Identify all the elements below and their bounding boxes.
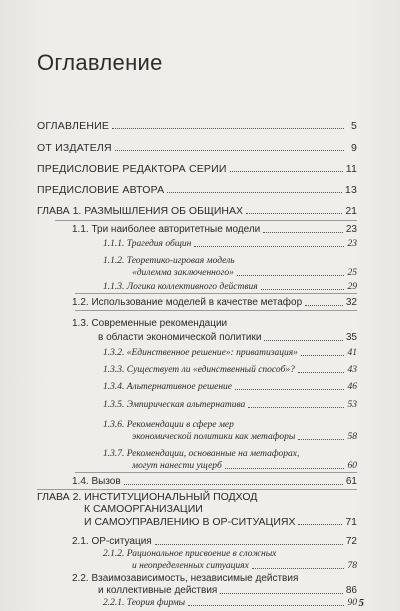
toc-entry-page: 61: [345, 476, 357, 487]
toc-entry-page: 23: [345, 224, 357, 235]
separator-line: [55, 220, 357, 221]
toc-entry-label: 1.3.3. Существует ли «единственный способ»?: [103, 365, 295, 375]
toc-entry-label: ГЛАВА 1. РАЗМЫШЛЕНИЯ ОБ ОБЩИНАХ: [37, 205, 243, 217]
toc-entry-label: 2.2. Взаимозависимость, независимые действия: [72, 573, 299, 584]
toc-subsection-line-1[interactable]: [103, 255, 357, 267]
leader-dots: [112, 128, 344, 129]
toc-entry-label: и коллективные действия: [98, 585, 218, 596]
toc-entry-page: 72: [345, 536, 357, 547]
toc-entry-page: 5: [350, 120, 357, 132]
leader-dots: [220, 593, 343, 594]
toc-section-line-1[interactable]: [72, 318, 357, 330]
toc-entry-page: 86: [345, 585, 357, 596]
toc-subsection[interactable]: [103, 281, 357, 293]
toc-subsection[interactable]: [103, 238, 357, 250]
toc-subsection[interactable]: [103, 347, 357, 359]
toc-section[interactable]: [72, 476, 357, 488]
toc-entry[interactable]: [37, 163, 357, 175]
toc-chapter-2-line-1[interactable]: [37, 491, 357, 503]
toc-entry-label: ПРЕДИСЛОВИЕ АВТОРА: [37, 184, 165, 196]
leader-dots: [235, 389, 344, 390]
toc-entry-label: 1.3.6. Рекомендации в сфере мер: [103, 420, 234, 430]
toc-entry-page: 23: [347, 239, 357, 249]
toc-entry-label: 1.1. Три наиболее авторитетные модели: [72, 224, 261, 235]
toc-entry-page: 32: [345, 297, 357, 308]
toc-entry-label: ОТ ИЗДАТЕЛЯ: [37, 142, 112, 154]
toc-entry-label: 2.1.2. Рациональное присвоение в сложных: [103, 549, 277, 559]
toc-section[interactable]: [72, 224, 357, 236]
leader-dots: [305, 305, 343, 306]
toc-entry-label: 1.1.3. Логика коллективного действия: [103, 282, 258, 292]
toc-entry-label: 2.2.1. Теория фирмы: [103, 598, 186, 608]
toc-subsection[interactable]: [103, 364, 357, 376]
toc-entry-label: 1.3.5. Эмпирическая альтернатива: [103, 400, 246, 410]
leader-dots: [230, 171, 343, 172]
toc-entry-page: 25: [347, 268, 357, 278]
leader-dots: [248, 407, 344, 408]
toc-subsection-line-2[interactable]: [132, 460, 357, 472]
leader-dots: [246, 213, 342, 214]
toc-entry-label: «дилемма заключенного»: [132, 268, 234, 278]
toc-entry-label: экономической политики как метафоры: [132, 432, 296, 442]
toc-subsection[interactable]: [103, 399, 357, 411]
leader-dots: [237, 275, 344, 276]
leader-dots: [263, 232, 343, 233]
toc-entry-label: 1.1.2. Теоретико-игровая модель: [103, 256, 235, 266]
toc-entry-page: 58: [347, 432, 357, 442]
toc-entry-label: и неопределенных ситуациях: [132, 561, 249, 571]
separator-line: [75, 472, 357, 473]
toc-entry[interactable]: [37, 120, 357, 132]
leader-dots: [298, 524, 342, 525]
toc-entry-label: 1.3. Современные рекомендации: [72, 318, 228, 329]
toc-entry-page: 78: [347, 561, 357, 571]
toc-entry-label: 1.3.4. Альтернативное решение: [103, 382, 233, 392]
leader-dots: [124, 484, 343, 485]
separator-line: [75, 293, 357, 294]
toc-section[interactable]: [72, 536, 357, 548]
toc-section-line-1[interactable]: [72, 573, 357, 585]
leader-dots: [115, 150, 344, 151]
toc-subsection-line-1[interactable]: [103, 448, 357, 460]
toc-entry-page: 9: [350, 142, 357, 154]
toc-entry-label: 1.1.1. Трагедия общин: [103, 239, 192, 249]
leader-dots: [264, 340, 342, 341]
toc-entry-page: 46: [347, 382, 357, 392]
toc-entry-page: 29: [347, 282, 357, 292]
toc-entry-page: 21: [345, 205, 357, 217]
separator-line: [37, 489, 357, 490]
toc-entry-label: ГЛАВА 2. ИНСТИТУЦИОНАЛЬНЫЙ ПОДХОД: [37, 491, 258, 503]
toc-section-line-2[interactable]: [98, 585, 357, 597]
leader-dots: [155, 544, 343, 545]
toc-entry[interactable]: [37, 142, 357, 154]
separator-line: [75, 310, 357, 311]
leader-dots: [188, 605, 344, 606]
leader-dots: [261, 289, 344, 290]
toc-entry-label: ОГЛАВЛЕНИЕ: [37, 120, 110, 132]
toc-subsection-line-1[interactable]: [103, 419, 357, 431]
toc-subsection-line-2[interactable]: [132, 431, 357, 443]
leader-dots: [298, 372, 344, 373]
toc-entry-label: 1.2. Использование моделей в качестве метафор: [72, 297, 303, 308]
toc-entry[interactable]: [37, 184, 357, 196]
toc-subsection-line-1[interactable]: [103, 548, 357, 560]
leader-dots: [167, 192, 342, 193]
toc-chapter-2-line-2[interactable]: [84, 503, 357, 515]
leader-dots: [252, 568, 344, 569]
toc-entry-page: 60: [347, 461, 357, 471]
toc-entry-page: 71: [345, 516, 357, 528]
toc-entry-label: 1.3.2. «Единственное решение»: приватизация»: [103, 348, 298, 358]
toc-entry-label: И САМОУПРАВЛЕНИЮ В ОР-СИТУАЦИЯХ: [84, 516, 296, 528]
toc-subsection[interactable]: [103, 597, 357, 609]
toc-entry-label: 1.3.7. Рекомендации, основанные на метафорах,: [103, 449, 300, 459]
leader-dots: [225, 468, 344, 469]
toc-entry-page: 53: [347, 400, 357, 410]
toc-section-line-2[interactable]: [98, 332, 357, 344]
toc-entry-page: 41: [347, 348, 357, 358]
toc-section[interactable]: [72, 297, 357, 309]
toc-entry-page: 11: [345, 163, 357, 175]
toc-chapter-2-line-3[interactable]: [84, 516, 357, 528]
toc-subsection-line-2[interactable]: [132, 267, 357, 279]
toc-entry-label: ПРЕДИСЛОВИЕ РЕДАКТОРА СЕРИИ: [37, 163, 227, 175]
toc-entry-label: 1.4. Вызов: [72, 476, 121, 487]
page-title: Оглавление: [37, 50, 163, 75]
toc-chapter-1[interactable]: [37, 205, 357, 217]
toc-subsection-line-2[interactable]: [132, 560, 357, 572]
toc-entry-page: 43: [347, 365, 357, 375]
leader-dots: [194, 246, 344, 247]
toc-subsection[interactable]: [103, 381, 357, 393]
page-number: 5: [358, 597, 364, 609]
toc-entry-label: могут нанести ущерб: [132, 461, 222, 471]
toc-entry-label: в области экономической политики: [98, 332, 262, 343]
toc-entry-label: К САМООРГАНИЗАЦИИ: [84, 503, 203, 515]
leader-dots: [301, 355, 344, 356]
toc-entry-page: 90: [347, 598, 357, 608]
toc-entry-page: 35: [345, 332, 357, 343]
leader-dots: [298, 439, 344, 440]
toc-entry-page: 13: [344, 184, 357, 196]
toc-entry-label: 2.1. ОР-ситуация: [72, 536, 152, 547]
